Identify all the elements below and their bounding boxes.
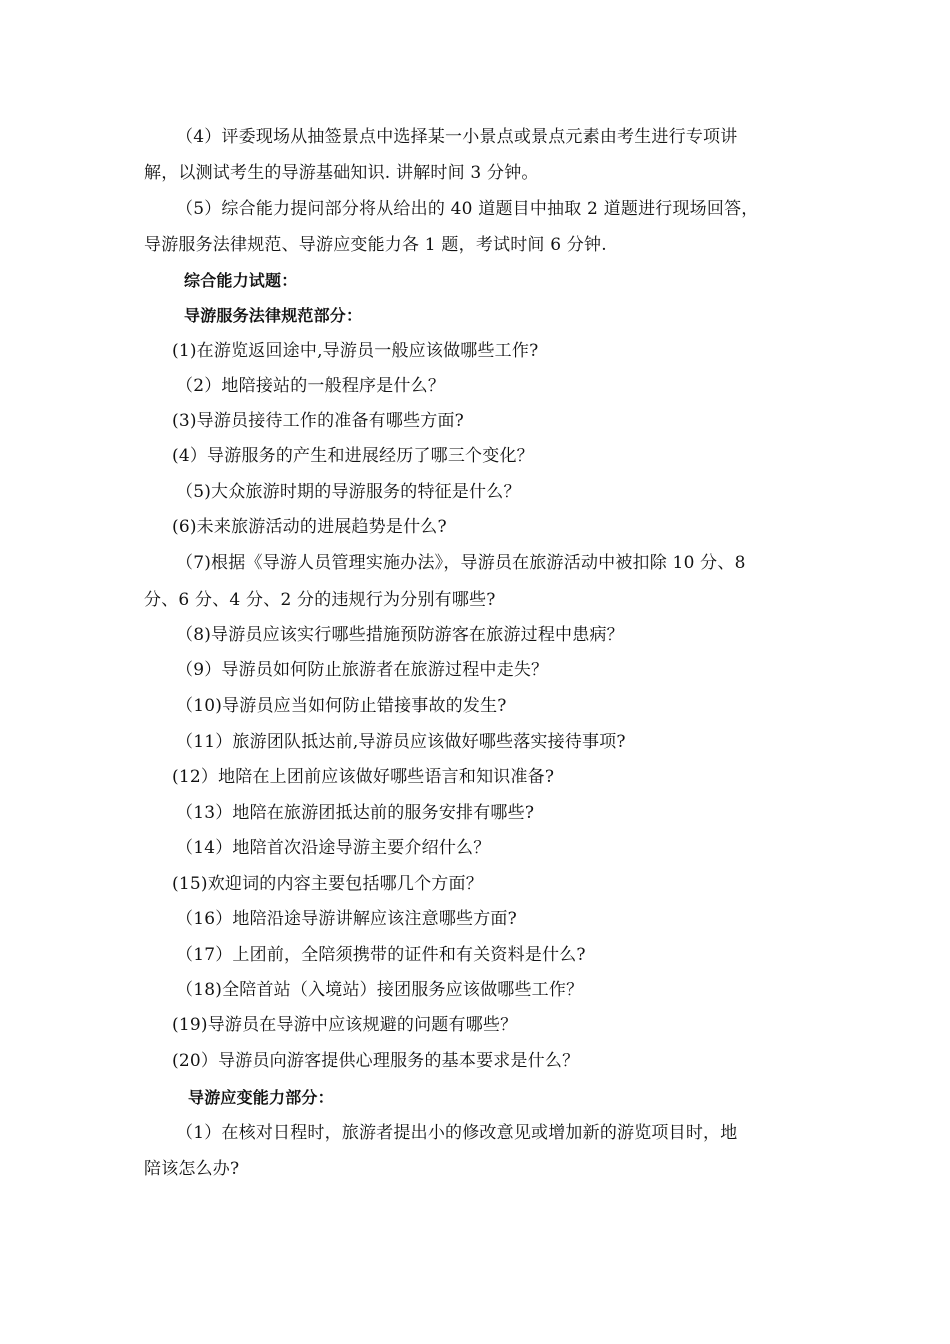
question-item: (12）地陪在上团前应该做好哪些语言和知识准备?: [172, 767, 555, 787]
intro-line: 导游服务法律规范、导游应变能力各 1 题，考试时间 6 分钟.: [144, 235, 607, 255]
question-item: (3)导游员接待工作的准备有哪些方面?: [172, 411, 464, 431]
section-heading-law: 导游服务法律规范部分：: [184, 306, 363, 325]
adapt-question-line: 陪该怎么办?: [144, 1159, 240, 1179]
question-item: 分、6 分、4 分、2 分的违规行为分别有哪些?: [144, 590, 496, 610]
adapt-question-line: （1）在核对日程时，旅游者提出小的修改意见或增加新的游览项目时，地: [176, 1123, 738, 1143]
question-item: （8)导游员应该实行哪些措施预防游客在旅游过程中患病？: [176, 625, 624, 645]
question-item: (6)未来旅游活动的进展趋势是什么?: [172, 517, 447, 537]
intro-line: （5）综合能力提问部分将从给出的 40 道题目中抽取 2 道题进行现场回答，: [176, 199, 759, 219]
question-item: (1)在游览返回途中,导游员一般应该做哪些工作?: [172, 341, 539, 361]
question-item: （7)根据《导游人员管理实施办法》，导游员在旅游活动中被扣除 10 分、8: [176, 553, 746, 573]
question-item: （17）上团前，全陪须携带的证件和有关资料是什么?: [176, 945, 586, 965]
question-item: (15)欢迎词的内容主要包括哪几个方面？: [172, 874, 483, 894]
question-item: （5)大众旅游时期的导游服务的特征是什么？: [176, 482, 521, 502]
question-item: （11）旅游团队抵达前,导游员应该做好哪些落实接待事项?: [176, 732, 626, 752]
question-item: （2）地陪接站的一般程序是什么？: [176, 376, 446, 396]
intro-line: （4）评委现场从抽签景点中选择某一小景点或景点元素由考生进行专项讲: [176, 127, 738, 147]
section-heading-adapt: 导游应变能力部分：: [188, 1088, 334, 1107]
question-item: (20）导游员向游客提供心理服务的基本要求是什么？: [172, 1051, 580, 1071]
question-item: （9）导游员如何防止旅游者在旅游过程中走失？: [176, 660, 549, 680]
section-heading-comprehensive: 综合能力试题：: [184, 271, 298, 290]
question-item: （14）地陪首次沿途导游主要介绍什么？: [176, 838, 491, 858]
question-item: （16）地陪沿途导游讲解应该注意哪些方面?: [176, 909, 517, 929]
question-item: (19)导游员在导游中应该规避的问题有哪些？: [172, 1015, 518, 1035]
question-item: （10)导游员应当如何防止错接事故的发生?: [176, 696, 507, 716]
question-item: （13）地陪在旅游团抵达前的服务安排有哪些?: [176, 803, 535, 823]
question-item: （18)全陪首站（入境站）接团服务应该做哪些工作？: [176, 980, 584, 1000]
question-item: (4）导游服务的产生和进展经历了哪三个变化？: [172, 446, 534, 466]
intro-line: 解，以测试考生的导游基础知识. 讲解时间 3 分钟。: [144, 163, 539, 183]
